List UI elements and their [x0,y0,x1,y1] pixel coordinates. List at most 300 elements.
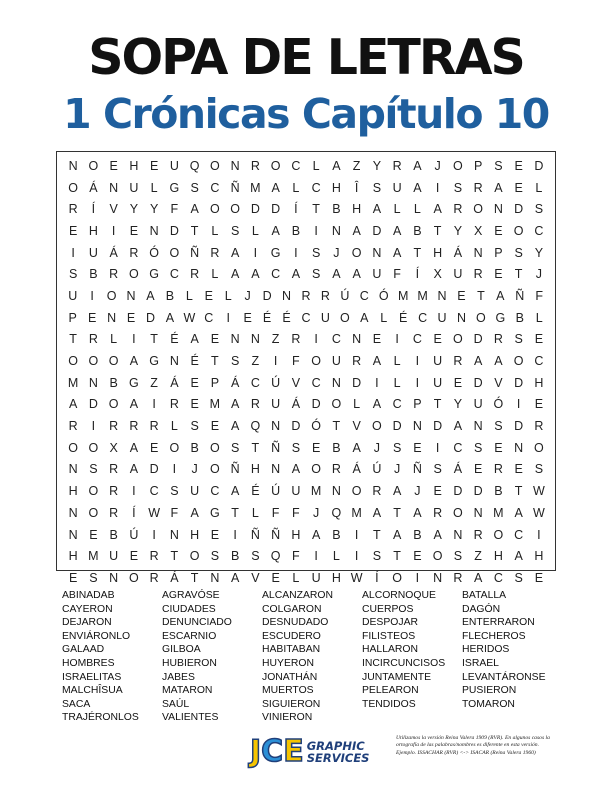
grid-cell: Ó [311,419,321,434]
grid-cell: A [392,245,402,260]
grid-cell: F [170,505,179,520]
word-column [62,589,162,725]
grid-cell: A [230,397,240,412]
grid-cell: E [433,332,442,347]
grid-cell: I [354,527,359,542]
grid-cell: E [210,527,220,542]
grid-row [63,502,549,524]
grid-cell: V [352,419,361,434]
grid-cell: U [372,267,382,282]
grid-cell: T [477,288,485,303]
grid-cell: N [88,375,98,390]
grid-cell: J [373,440,380,455]
grid-cell: R [210,245,220,260]
grid-cell: N [68,462,78,477]
grid-cell: L [251,223,259,238]
grid-cell: D [514,375,524,390]
grid-cell: B [494,484,503,499]
grid-cell: I [152,397,156,412]
grid-cell: F [535,288,544,303]
word-item: SACA [62,698,91,710]
grid-cell: O [392,570,402,585]
grid-cell: A [332,267,341,282]
grid-cell: E [372,332,382,347]
grid-cell: J [434,158,441,173]
grid-cell: D [372,223,382,238]
grid-cell: O [311,462,321,477]
word-item: DESNUDADO [262,617,329,629]
grid-cell: N [109,570,119,585]
grid-cell: C [301,310,311,325]
grid-cell: E [514,180,523,195]
grid-cell: R [68,419,78,434]
grid-cell: D [514,419,524,434]
grid-row [63,415,549,437]
grid-cell: O [108,397,119,412]
grid-cell: N [109,180,119,195]
grid-cell: A [129,462,139,477]
grid-cell: D [392,419,402,434]
grid-cell: I [314,549,318,564]
grid-cell: L [211,267,219,282]
grid-cell: B [230,549,240,564]
grid-cell: A [392,223,402,238]
grid-cell: Á [453,462,463,477]
grid-cell: Í [415,267,420,282]
grid-cell: D [149,462,159,477]
grid-cell: X [433,267,442,282]
grid-cell: C [291,158,301,173]
grid-cell: A [413,505,422,520]
grid-cell: E [453,375,463,390]
grid-cell: I [294,245,298,260]
grid-cell: A [514,549,523,564]
grid-cell: O [210,202,220,217]
grid-cell: D [352,375,362,390]
grid-cell: F [292,354,300,369]
grid-cell: E [534,397,544,412]
word-item: ENTERRARON [462,617,535,629]
grid-cell: Í [294,202,298,217]
grid-cell: C [412,332,422,347]
grid-cell: J [535,267,542,282]
grid-cell: Ó [493,397,504,412]
grid-cell: A [230,267,240,282]
grid-cell: S [514,570,523,585]
grid-cell: R [169,397,179,412]
grid-cell: R [493,332,503,347]
grid-cell: R [109,505,119,520]
grid-cell: A [352,223,361,238]
word-item: GALAAD [62,644,105,656]
grid-cell: L [224,288,232,303]
grid-cell: R [453,202,463,217]
grid-cell: E [126,310,136,325]
grid-cell: C [331,332,341,347]
grid-cell: D [169,223,179,238]
grid-row [63,524,549,546]
grid-row [63,263,549,285]
grid-row [63,437,549,459]
grid-cell: A [494,180,503,195]
grid-cell: I [537,527,541,542]
grid-cell: E [190,375,199,390]
grid-cell: O [169,245,180,260]
grid-cell: T [393,549,401,564]
word-item: TENDIDOS [362,698,416,710]
grid-cell: A [413,158,422,173]
grid-cell: A [68,397,78,412]
grid-cell: I [90,288,94,303]
grid-cell: T [69,332,77,347]
grid-cell: M [351,505,362,520]
grid-cell: U [68,288,78,303]
grid-cell: H [68,549,78,564]
grid-cell: Y [372,158,382,173]
grid-cell: O [453,332,463,347]
grid-cell: S [392,440,402,455]
grid-cell: E [210,332,220,347]
grid-cell: N [331,223,341,238]
grid-cell: C [418,310,428,325]
grid-cell: S [230,354,240,369]
word-item: TOMARON [462,698,515,710]
grid-cell: H [88,223,98,238]
word-item: AGRAVÓSE [162,590,220,601]
grid-cell: S [534,202,544,217]
grid-cell: T [413,245,422,260]
grid-cell: E [68,570,78,585]
grid-cell: N [126,288,136,303]
grid-cell: L [110,332,118,347]
grid-cell: B [190,440,199,455]
grid-cell: N [169,527,179,542]
grid-row [63,545,549,567]
grid-cell: T [170,549,179,564]
grid-cell: L [413,202,421,217]
grid-cell: H [68,484,78,499]
grid-cell: N [68,527,78,542]
grid-cell: D [473,375,483,390]
word-item: MATARON [162,685,213,697]
grid-cell: A [230,484,240,499]
grid-cell: G [149,267,159,282]
grid-cell: T [231,505,239,520]
grid-cell: A [352,267,361,282]
grid-cell: T [433,223,442,238]
grid-row [63,307,549,329]
grid-cell: O [88,354,99,369]
grid-cell: O [351,484,362,499]
grid-cell: I [111,223,116,238]
grid-cell: O [68,180,78,195]
grid-cell: E [129,223,139,238]
grid-cell: S [230,440,240,455]
grid-cell: O [432,549,443,564]
grid-cell: F [393,267,401,282]
grid-cell: S [230,223,240,238]
grid-cell: Á [453,245,463,260]
grid-cell: T [514,267,523,282]
grid-cell: A [291,462,301,477]
grid-cell: Ñ [230,462,240,477]
grid-cell: U [190,484,200,499]
grid-cell: Q [270,549,281,564]
grid-cell: N [271,419,281,434]
grid-cell: Q [331,505,342,520]
word-item: DENUNCIADO [162,617,232,629]
grid-cell: O [169,440,180,455]
grid-cell: C [204,310,214,325]
grid-cell: R [109,267,119,282]
grid-cell: R [352,354,362,369]
grid-cell: É [251,484,260,499]
grid-cell: G [169,180,180,195]
grid-cell: I [354,549,359,564]
word-item: FLECHEROS [462,630,526,642]
grid-cell: C [210,484,220,499]
grid-cell: E [413,549,422,564]
grid-cell: D [433,419,443,434]
grid-cell: I [71,245,75,260]
word-item: ESCARNIO [162,630,217,642]
grid-cell: M [88,549,99,564]
grid-cell: S [534,462,544,477]
grid-cell: U [433,354,443,369]
grid-cell: A [311,527,321,542]
grid-cell: A [392,527,402,542]
grid-cell: C [311,180,321,195]
grid-cell: L [393,354,401,369]
jce-graphic-services-logo [250,735,388,769]
grid-cell: A [360,310,369,325]
grid-cell: J [414,484,421,499]
grid-cell: U [109,549,119,564]
grid-cell: L [292,570,300,585]
grid-cell: A [372,202,382,217]
grid-cell: A [372,505,382,520]
grid-cell: R [109,419,119,434]
grid-cell: I [253,245,258,260]
grid-cell: O [68,354,78,369]
grid-cell: L [170,419,178,434]
grid-cell: D [473,484,483,499]
grid-cell: B [165,288,175,303]
grid-row [63,242,549,264]
grid-cell: C [514,527,524,542]
grid-cell: A [392,484,402,499]
grid-cell: N [456,310,466,325]
grid-cell: Á [170,375,179,390]
grid-row [63,350,549,372]
grid-cell: C [210,180,220,195]
grid-cell: E [457,288,466,303]
grid-cell: U [169,158,179,173]
grid-cell: U [392,180,402,195]
grid-cell: A [473,570,483,585]
grid-cell: Z [474,549,482,564]
grid-cell: R [534,419,544,434]
grid-cell: I [435,440,440,455]
grid-cell: S [311,267,321,282]
grid-cell: E [534,332,544,347]
grid-cell: O [534,440,544,455]
grid-cell: Í [91,202,96,217]
grid-cell: S [453,549,463,564]
word-item: GILBOA [162,644,201,656]
grid-cell: R [250,158,260,173]
grid-cell: E [149,158,159,173]
grid-cell: I [314,332,318,347]
grid-cell: Y [534,245,544,260]
grid-cell: E [210,419,220,434]
grid-cell: A [230,245,240,260]
grid-cell: V [251,570,260,585]
word-item: HERIDOS [462,644,510,656]
word-item: ALCANZARON [262,590,334,601]
grid-cell: G [495,310,506,325]
grid-cell: E [534,570,544,585]
grid-cell: R [68,202,78,217]
grid-cell: V [494,375,503,390]
grid-cell: U [291,484,301,499]
grid-cell: O [106,288,117,303]
grid-cell: É [262,310,272,325]
grid-cell: S [311,245,321,260]
grid-cell: R [301,288,311,303]
grid-cell: O [108,354,119,369]
grid-cell: Ú [271,484,281,499]
grid-cell: S [251,549,260,564]
grid-cell: O [210,440,220,455]
grid-cell: N [149,223,159,238]
grid-cell: A [190,202,199,217]
grid-cell: S [473,440,483,455]
grid-cell: E [514,462,523,477]
grid-cell: N [169,354,179,369]
grid-row [63,329,549,351]
grid-cell: P [210,375,220,390]
grid-cell: E [109,158,118,173]
grid-cell: B [109,375,118,390]
grid-cell: I [395,332,399,347]
logo-wordmark [307,740,370,764]
grid-cell: P [68,310,77,325]
grid-cell: L [353,397,361,412]
grid-cell: A [129,397,139,412]
grid-cell: R [88,332,98,347]
grid-cell: Ú [340,288,350,303]
word-item: DEJARON [62,617,112,629]
grid-cell: R [392,158,402,173]
grid-cell: O [88,484,99,499]
grid-cell: L [332,549,340,564]
grid-cell: W [532,505,545,520]
grid-cell: O [476,310,486,325]
word-item: PELEARON [362,685,419,697]
grid-cell: N [107,310,117,325]
grid-cell: I [152,527,156,542]
grid-cell: E [311,440,321,455]
grid-cell: A [433,202,442,217]
grid-cell: N [453,527,463,542]
logo-letter-j: J [250,734,262,769]
grid-cell: L [535,180,543,195]
grid-cell: B [332,202,341,217]
grid-cell: É [398,310,408,325]
grid-cell: I [415,375,420,390]
grid-cell: S [210,549,220,564]
grid-cell: E [89,527,98,542]
grid-cell: Á [230,375,240,390]
grid-cell: H [534,549,544,564]
grid-cell: N [437,288,447,303]
grid-cell: Y [149,202,159,217]
grid-cell: L [185,288,193,303]
grid-cell: N [331,484,341,499]
word-item: ISRAEL [462,657,499,669]
grid-cell: A [413,180,422,195]
grid-cell: O [331,397,342,412]
grid-row [63,220,549,242]
grid-cell: W [183,310,196,325]
grid-cell: T [373,527,381,542]
grid-cell: S [89,570,98,585]
grid-cell: A [372,397,382,412]
grid-cell: S [190,180,199,195]
grid-cell: R [149,570,159,585]
grid-cell: R [320,288,330,303]
grid-cell: L [251,505,259,520]
grid-cell: R [129,419,139,434]
grid-cell: F [170,202,179,217]
word-item: LEVANTÁRONSE [462,671,546,683]
grid-cell: G [210,505,220,520]
grid-cell: R [473,267,483,282]
grid-cell: T [211,354,219,369]
grid-cell: N [493,202,503,217]
grid-cell: E [473,462,483,477]
version-note: Utilizamos la versión Reina Valera 1909 (RVR). En algunos casos la ortografía de las palabras/nombres es diferente en esta versión. Ejemplo. ISSACHAR (RVR) <-> ISACAR (Reina Valera 1960) [396,735,550,756]
grid-cell: T [190,223,199,238]
grid-cell: A [291,267,301,282]
grid-cell: D [145,310,155,325]
word-item: VALIENTES [162,712,219,724]
grid-cell: I [132,484,136,499]
grid-cell: S [372,180,382,195]
grid-cell: D [514,202,524,217]
word-item: VINIERON [262,712,313,724]
grid-cell: O [129,267,139,282]
grid-cell: F [292,549,300,564]
grid-cell: U [433,375,443,390]
grid-cell: Y [453,223,463,238]
grid-cell: H [352,202,362,217]
grid-cell: U [88,245,98,260]
grid-cell: N [68,505,78,520]
grid-cell: C [250,375,260,390]
grid-row [63,567,549,589]
word-list [62,589,582,725]
grid-cell: N [412,419,422,434]
grid-cell: N [210,570,220,585]
grid-cell: E [243,310,252,325]
grid-cell: Í [132,505,136,520]
grid-cell: S [494,419,503,434]
grid-cell: M [250,180,261,195]
word-item: SIGUIERON [262,698,321,710]
grid-cell: H [250,462,260,477]
